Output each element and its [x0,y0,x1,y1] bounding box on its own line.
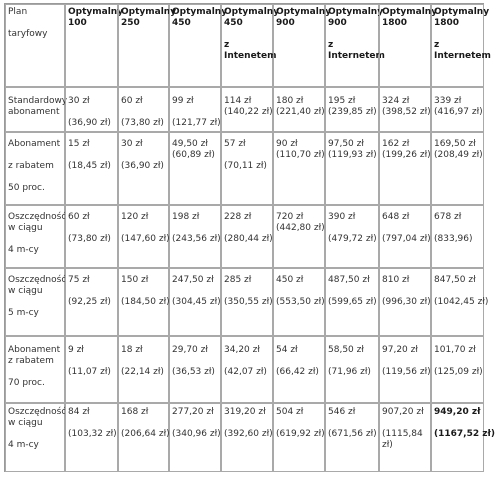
cell-line: (1042,45 zł) [434,297,489,307]
cell-line: (147,60 zł) [121,234,170,244]
cell-line: z [224,40,230,50]
table-cell [221,132,273,205]
cell-line: (304,45 zł) [172,297,221,307]
cell-line: (442,80 zł) [276,223,325,233]
cell-line [328,29,376,40]
column-header [379,4,438,87]
cell-line: 54 zł [276,345,298,355]
cell-line [172,107,218,118]
cell-line [434,356,481,367]
cell-line [121,107,166,118]
cell-line: Abonament [8,139,61,149]
cell-line: 390 zł [328,212,356,222]
cell-line: 60 zł [68,212,90,222]
cell-line: 169,50 zł [434,139,476,149]
table-cell [221,336,273,403]
table-cell [65,132,118,205]
cell-line: (103,32 zł) [68,429,117,439]
cell-line [434,418,481,429]
table-cell [118,87,169,132]
cell-line: (36,90 zł) [68,118,111,128]
cell-line: Internetem [434,51,491,61]
row-label [5,132,65,205]
cell-line: (110,70 zł) [276,150,325,160]
table-cell [221,268,273,336]
cell-line: 4 m-cy [8,245,39,255]
table-cell [431,336,484,403]
cell-line [8,297,62,308]
cell-line: w ciągu [8,286,43,296]
cell-line: Optymalny [276,7,332,17]
cell-line: 720 zł [276,212,304,222]
cell-line [328,418,376,429]
table-cell [65,403,118,472]
table-cell [169,132,221,205]
cell-line: 9 zł [68,345,84,355]
cell-line: Optymalny [68,7,124,17]
cell-line: 84 zł [68,407,90,417]
cell-line: (18,45 zł) [68,161,111,171]
cell-line: (119,56 zł) [382,367,431,377]
cell-line: 900 [276,18,295,28]
cell-line: 250 [121,18,140,28]
cell-line: 120 zł [121,212,149,222]
cell-line: 34,20 zł [224,345,260,355]
cell-line: z rabatem [8,356,54,366]
cell-line: (392,60 zł) [224,429,273,439]
cell-line: 99 zł [172,96,194,106]
cell-line [121,150,166,161]
cell-line [121,418,166,429]
table-cell [273,205,325,268]
table-cell [431,87,484,132]
cell-line: 70 proc. [8,378,45,388]
column-header [221,4,280,87]
cell-line: 4 m-cy [8,440,39,450]
cell-line: (239,85 zł) [328,107,377,117]
table-cell [65,336,118,403]
cell-line: 57 zł [224,139,246,149]
cell-line: 100 [68,18,87,28]
cell-line: 810 zł [382,275,410,285]
table-cell [273,403,325,472]
cell-line: Optymalny [172,7,228,17]
cell-line [328,286,376,297]
cell-line: 60 zł [121,96,143,106]
cell-line: 198 zł [172,212,200,222]
cell-line [328,223,376,234]
cell-line: 324 zł [382,96,410,106]
table-cell [325,87,379,132]
cell-line: Optymalny [121,7,177,17]
cell-line [276,356,322,367]
cell-line: (350,55 zł) [224,297,273,307]
cell-line [434,286,481,297]
cell-line [121,223,166,234]
cell-line: (671,56 zł) [328,429,377,439]
column-header [325,4,385,87]
cell-line: (416,97 zł) [434,107,483,117]
table-cell [325,132,379,205]
cell-line: 180 zł [276,96,304,106]
cell-line: Internetem [328,51,385,61]
cell-line: 228 zł [224,212,252,222]
cell-line: 150 zł [121,275,149,285]
cell-line: 195 zł [328,96,356,106]
cell-line [8,234,62,245]
cell-line: 247,50 zł [172,275,214,285]
cell-line: Intenetem [224,51,277,61]
cell-line [121,356,166,367]
table-cell [169,403,221,472]
cell-line: 678 zł [434,212,462,222]
cell-line: (73,80 zł) [68,234,111,244]
cell-line [382,223,428,234]
cell-line: 30 zł [68,96,90,106]
cell-line [224,223,270,234]
cell-line [8,367,62,378]
cell-line: (73,80 zł) [121,118,164,128]
cell-line [68,107,115,118]
cell-line: (553,50 zł) [276,297,325,307]
table-cell [325,268,379,336]
table-cell [379,132,431,205]
cell-line: z rabatem [8,161,54,171]
cell-line: (66,42 zł) [276,367,319,377]
cell-line: (398,52 zł) [382,107,431,117]
cell-line: 546 zł [328,407,356,417]
cell-line: 29,70 zł [172,345,208,355]
cell-line: 114 zł [224,96,252,106]
cell-line: 18 zł [121,345,143,355]
cell-line: 49,50 zł [172,139,208,149]
cell-line: (479,72 zł) [328,234,377,244]
table-cell [65,205,118,268]
cell-line: (121,77 zł) [172,118,221,128]
cell-line [224,356,270,367]
table-cell [65,87,118,132]
table-cell [431,268,489,336]
table-cell [118,403,169,472]
cell-line [68,150,115,161]
cell-line: 450 zł [276,275,304,285]
cell-line: 847,50 zł [434,275,476,285]
cell-line: taryfowy [8,29,48,39]
cell-line [382,286,428,297]
cell-line: Plan [8,7,28,17]
cell-line: w ciągu [8,418,43,428]
cell-line: (599,65 zł) [328,297,377,307]
table-cell [118,205,169,268]
table-cell [221,403,273,472]
cell-line: 1800 [434,18,460,28]
table-cell [431,205,484,268]
cell-line: (199,26 zł) [382,150,431,160]
cell-line [172,223,218,234]
table-cell [431,132,484,205]
cell-line: 97,20 zł [382,345,418,355]
column-header [273,4,332,87]
cell-line: 949,20 zł [434,407,481,417]
cell-line: zł) [382,440,393,450]
cell-line: (208,49 zł) [434,150,483,160]
column-header [65,4,124,87]
cell-line: (60,89 zł) [172,150,215,160]
table-cell [379,403,431,472]
cell-line: (1115,84 [382,429,423,439]
table-cell [169,205,221,268]
table-cell [379,205,431,268]
cell-line: abonament [8,107,60,117]
tariff-table [4,3,495,472]
cell-line: 1800 [382,18,408,28]
cell-line [172,356,218,367]
cell-line: 75 zł [68,275,90,285]
cell-line: (22,14 zł) [121,367,164,377]
cell-line: 504 zł [276,407,304,417]
cell-line [68,223,115,234]
cell-line [328,356,376,367]
cell-line: (184,50 zł) [121,297,170,307]
cell-line: (833,96) [434,234,473,244]
table-cell [118,268,169,336]
table-cell [325,403,379,472]
cell-line: 58,50 zł [328,345,364,355]
cell-line [8,150,62,161]
cell-line [224,29,270,40]
cell-line: (70,11 zł) [224,161,267,171]
cell-line: Abonament [8,345,61,355]
cell-line: (92,25 zł) [68,297,111,307]
cell-line [172,418,218,429]
cell-line: (36,53 zł) [172,367,215,377]
table-cell [221,205,273,268]
row-label [5,205,65,268]
cell-line [434,29,481,40]
cell-line: 285 zł [224,275,252,285]
cell-line: 450 [172,18,191,28]
cell-line: Optymalny [328,7,384,17]
cell-line [8,18,62,29]
cell-line: (340,96 zł) [172,429,221,439]
column-header [431,4,491,87]
cell-line: 277,20 zł [172,407,214,417]
cell-line: (1167,52 zł) [434,429,495,439]
cell-line: (797,04 zł) [382,234,431,244]
cell-line: Optymalny [382,7,438,17]
cell-line: 339 zł [434,96,462,106]
cell-line: 162 zł [382,139,410,149]
table-cell [169,87,221,132]
cell-line: 450 [224,18,243,28]
row-label [5,87,68,132]
cell-line: (221,40 zł) [276,107,325,117]
cell-line: (243,56 zł) [172,234,221,244]
cell-line [224,418,270,429]
cell-line: (619,92 zł) [276,429,325,439]
cell-line [382,418,428,429]
cell-line [68,286,115,297]
cell-line [276,418,322,429]
cell-line: 90 zł [276,139,298,149]
table-cell [431,403,495,472]
table-cell [273,132,325,205]
cell-line: 487,50 zł [328,275,370,285]
table-cell [379,336,431,403]
column-header [118,4,177,87]
cell-line: z [434,40,440,50]
table-cell [379,87,431,132]
cell-line [382,356,428,367]
cell-line: Optymalny [224,7,280,17]
table-cell [65,268,118,336]
table-cell [169,336,221,403]
cell-line: (36,90 zł) [121,161,164,171]
table-cell [325,336,379,403]
table-cell [273,336,325,403]
cell-line: (42,07 zł) [224,367,267,377]
cell-line: Oszczędność [8,407,67,417]
cell-line: 5 m-cy [8,308,39,318]
cell-line [8,429,62,440]
table-cell [379,268,431,336]
table-cell [221,87,273,132]
row-label [5,336,65,403]
cell-line: (280,44 zł) [224,234,273,244]
cell-line [224,150,270,161]
cell-line: (140,22 zł) [224,107,273,117]
cell-line: Standardowy [8,96,68,106]
cell-line: Oszczędność [8,212,67,222]
cell-line: 15 zł [68,139,90,149]
cell-line [434,223,481,234]
cell-line: 97,50 zł [328,139,364,149]
cell-line: 168 zł [121,407,149,417]
cell-line [276,286,322,297]
cell-line: 101,70 zł [434,345,476,355]
cell-line: (996,30 zł) [382,297,431,307]
cell-line [121,286,166,297]
cell-line: Oszczędność [8,275,67,285]
column-header [169,4,228,87]
table-cell [325,205,379,268]
table-cell [169,268,221,336]
cell-line: z [328,40,334,50]
cell-line: (11,07 zł) [68,367,111,377]
row-label [5,403,65,472]
cell-line: 30 zł [121,139,143,149]
cell-line [172,286,218,297]
cell-line: (206,64 zł) [121,429,170,439]
table-cell [273,268,325,336]
cell-line: 319,20 zł [224,407,266,417]
cell-line [68,418,115,429]
cell-line: 648 zł [382,212,410,222]
header-corner [5,4,65,87]
cell-line [224,286,270,297]
table-cell [118,132,169,205]
row-label [5,268,65,336]
cell-line: (119,93 zł) [328,150,377,160]
cell-line: (71,96 zł) [328,367,371,377]
cell-line: 907,20 zł [382,407,424,417]
cell-line: w ciągu [8,223,43,233]
cell-line [68,356,115,367]
cell-line [8,172,62,183]
cell-line: (125,09 zł) [434,367,483,377]
table-cell [273,87,325,132]
cell-line: 900 [328,18,347,28]
cell-line: Optymalny [434,7,490,17]
cell-line: 50 proc. [8,183,45,193]
table-cell [118,336,169,403]
